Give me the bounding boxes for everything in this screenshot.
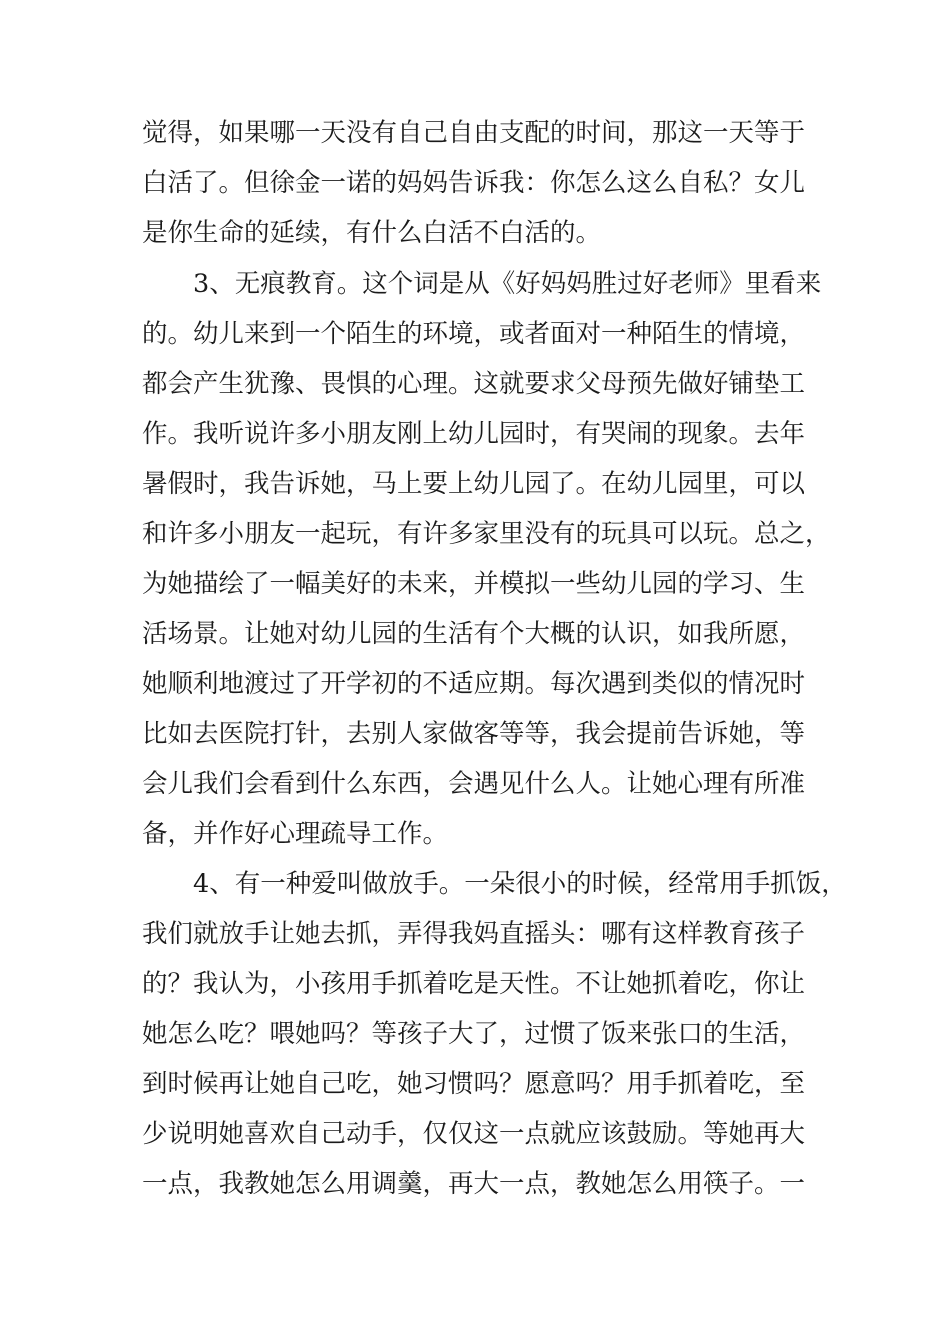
text-line: 为她描绘了一幅美好的未来，并模拟一些幼儿园的学习、生 — [142, 569, 806, 599]
text-line: 白活了。但徐金一诺的妈妈告诉我：你怎么这么自私？女儿 — [142, 168, 806, 198]
text-line: 到时候再让她自己吃，她习惯吗？愿意吗？用手抓着吃，至 — [142, 1069, 806, 1099]
text-line: 觉得，如果哪一天没有自己自由支配的时间，那这一天等于 — [142, 118, 806, 148]
paragraph-3-first-line: 3、无痕教育。这个词是从《好妈妈胜过好老师》里看来 — [193, 269, 822, 299]
text-line: 的。幼儿来到一个陌生的环境，或者面对一种陌生的情境， — [142, 319, 806, 349]
text-line: 备，并作好心理疏导工作。 — [142, 819, 449, 849]
text-line: 暑假时，我告诉她，马上要上幼儿园了。在幼儿园里，可以 — [142, 469, 806, 499]
text-line: 的？我认为，小孩用手抓着吃是天性。不让她抓着吃，你让 — [142, 969, 806, 999]
text-line: 少说明她喜欢自己动手，仅仅这一点就应该鼓励。等她再大 — [142, 1119, 806, 1149]
text-line: 她怎么吃？喂她吗？等孩子大了，过惯了饭来张口的生活， — [142, 1019, 806, 1049]
text-line: 都会产生犹豫、畏惧的心理。这就要求父母预先做好铺垫工 — [142, 369, 806, 399]
text-line: 我们就放手让她去抓，弄得我妈直摇头：哪有这样教育孩子 — [142, 919, 806, 949]
text-line: 比如去医院打针，去别人家做客等等，我会提前告诉她，等 — [142, 719, 806, 749]
text-line: 她顺利地渡过了开学初的不适应期。每次遇到类似的情况时 — [142, 669, 806, 699]
text-line: 和许多小朋友一起玩，有许多家里没有的玩具可以玩。总之， — [142, 519, 831, 549]
text-line: 一点，我教她怎么用调羹，再大一点，教她怎么用筷子。一 — [142, 1169, 806, 1199]
text-line: 会儿我们会看到什么东西，会遇见什么人。让她心理有所准 — [142, 769, 806, 799]
text-line: 是你生命的延续，有什么白活不白活的。 — [142, 218, 602, 248]
text-line: 活场景。让她对幼儿园的生活有个大概的认识，如我所愿， — [142, 619, 806, 649]
text-line: 作。我听说许多小朋友刚上幼儿园时，有哭闹的现象。去年 — [142, 419, 806, 449]
paragraph-4-first-line: 4、有一种爱叫做放手。一朵很小的时候，经常用手抓饭， — [193, 869, 847, 899]
